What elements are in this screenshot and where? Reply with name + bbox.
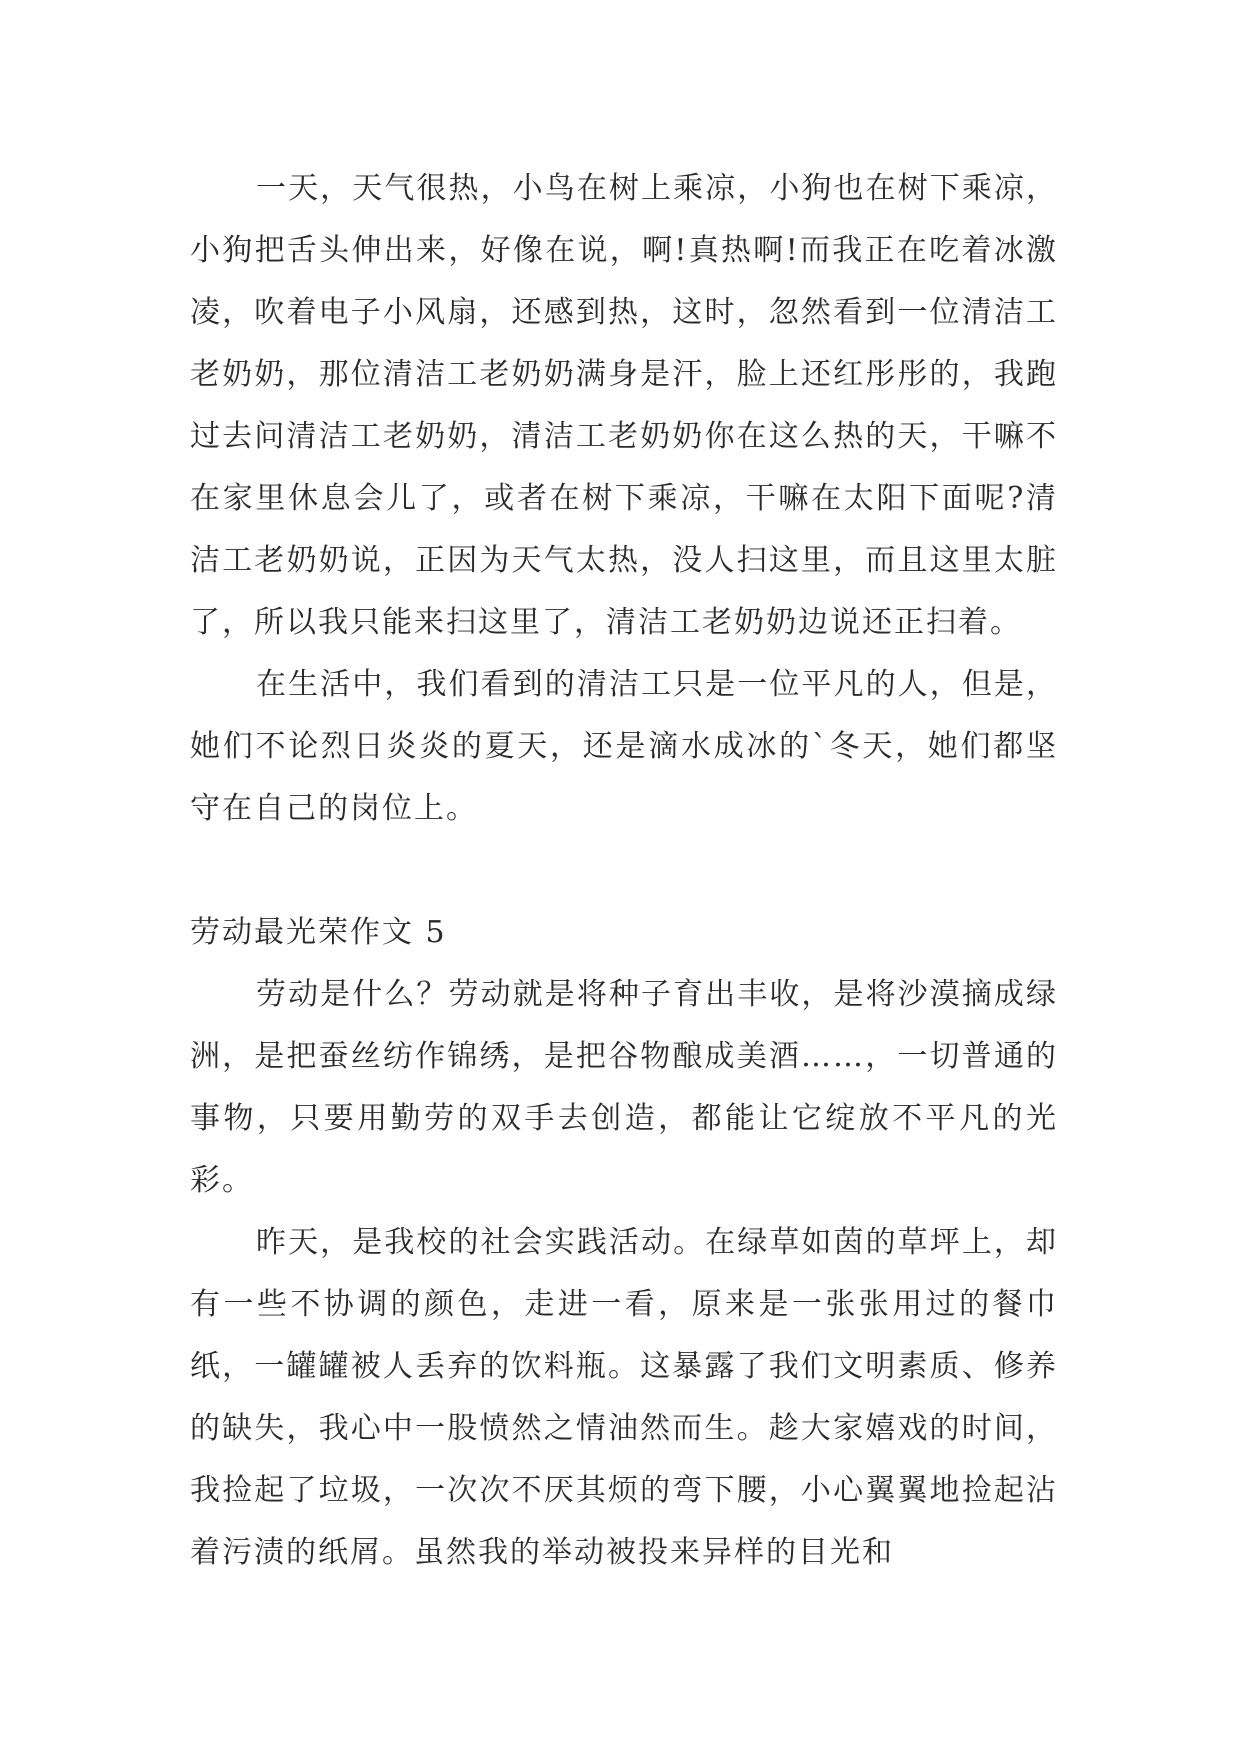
paragraph-cleaners: 在生活中，我们看到的清洁工只是一位平凡的人，但是，她们不论烈日炎炎的夏天，还是滴水成冰的`冬天，她们都坚守在自己的岗位上。	[190, 667, 1058, 826]
paragraph-what-is-labor: 劳动是什么？劳动就是将种子育出丰收，是将沙漠摘成绿洲，是把蚕丝纺作锦绣，是把谷物酿成美酒……，一切普通的事物，只要用勤劳的双手去创造，都能让它绽放不平凡的光彩。	[190, 977, 1058, 1198]
paragraph-yesterday: 昨天，是我校的社会实践活动。在绿草如茵的草坪上，却有一些不协调的颜色，走进一看，原来是一张张用过的餐巾纸，一罐罐被人丢弃的饮料瓶。这暴露了我们文明素质、修养的缺失，我心中一股愤然之情油然而生。趁大家嬉戏的时间，我捡起了垃圾，一次次不厌其烦的弯下腰，小心翼翼地捡起沾着污渍的纸屑。虽然我的举动被投来异样的目光和	[190, 1225, 1058, 1570]
document-body	[190, 158, 1058, 1584]
paragraph-hot-day: 一天，天气很热，小鸟在树上乘凉，小狗也在树下乘凉，小狗把舌头伸出来，好像在说，啊!真热啊!而我正在吃着冰激凌，吹着电子小风扇，还感到热，这时，忽然看到一位清洁工老奶奶，那位清洁工老奶奶满身是汗，脸上还红彤彤的，我跑过去问清洁工老奶奶，清洁工老奶奶你在这么热的天，干嘛不在家里休息会儿了，或者在树下乘凉，干嘛在太阳下面呢?清洁工老奶奶说，正因为天气太热，没人扫这里，而且这里太脏了，所以我只能来扫这里了，清洁工老奶奶边说还正扫着。	[190, 171, 1058, 640]
section-title: 劳动最光荣作文 5	[190, 915, 447, 950]
